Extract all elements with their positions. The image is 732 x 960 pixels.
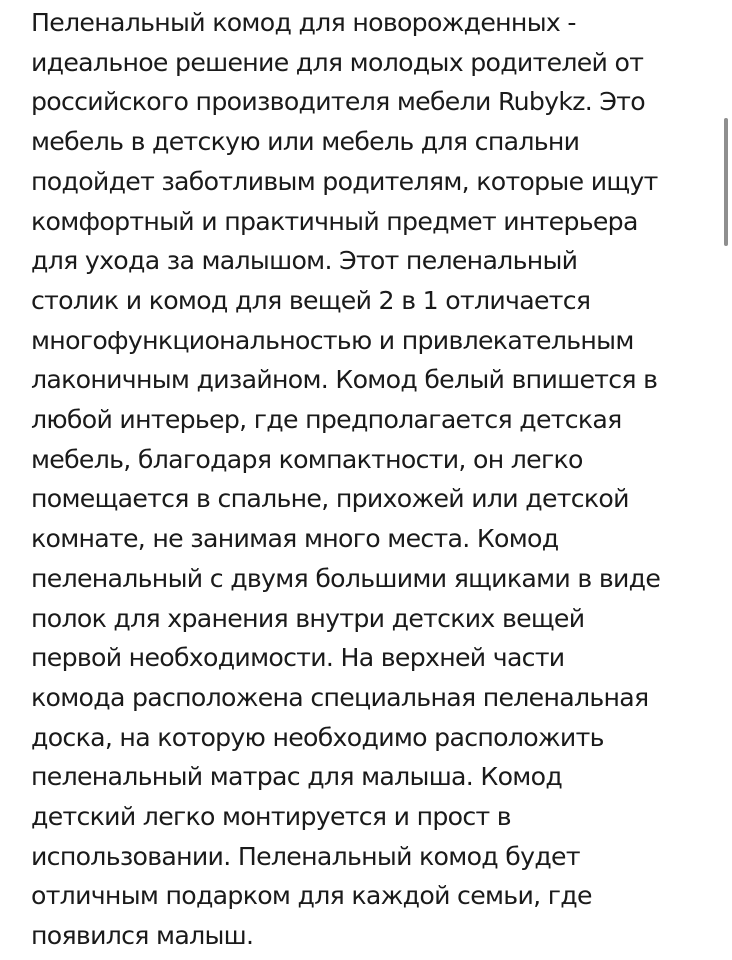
description-line: Пеленальный комод для новорожденных - — [31, 8, 576, 37]
description-line: отличным подарком для каждой семьи, где — [31, 881, 592, 911]
scrollbar[interactable] — [718, 0, 732, 960]
description-line: комода расположена специальная пеленальная — [31, 682, 649, 712]
scrollbar-thumb[interactable] — [724, 118, 728, 246]
description-line: появился малыш. — [31, 921, 254, 951]
description-line: использовании. Пеленальный комод будет — [31, 841, 580, 871]
description-line: комфортный и практичный предмет интерьера — [31, 206, 638, 236]
description-line: любой интерьер, где предполагается детская — [31, 405, 622, 435]
description-line: многофункциональностью и привлекательным — [31, 325, 634, 355]
description-line: доска, на которую необходимо расположить — [31, 722, 604, 752]
description-line: детский легко монтируется и прост в — [31, 802, 511, 832]
description-line: полок для хранения внутри детских вещей — [31, 603, 585, 633]
product-description — [31, 3, 711, 956]
description-line: первой необходимости. На верхней части — [31, 643, 565, 673]
description-line: пеленальный матрас для малыша. Комод — [31, 762, 563, 792]
description-line: столик и комод для вещей 2 в 1 отличается — [31, 285, 591, 315]
description-line: для ухода за малышом. Этот пеленальный — [31, 246, 578, 276]
description-line: пеленальный с двумя большими ящиками в виде — [31, 563, 661, 593]
description-line: мебель, благодаря компактности, он легко — [31, 444, 583, 474]
description-line: идеальное решение для молодых родителей от — [31, 47, 644, 77]
description-line: лаконичным дизайном. Комод белый впишется в — [31, 365, 658, 395]
description-line: комнате, не занимая много места. Комод — [31, 524, 559, 554]
description-line: мебель в детскую или мебель для спальни — [31, 127, 580, 157]
description-line: российского производителя мебели Rubykz. Это — [31, 87, 645, 117]
description-line: помещается в спальне, прихожей или детской — [31, 484, 629, 514]
description-line: подойдет заботливым родителям, которые ищут — [31, 166, 658, 196]
